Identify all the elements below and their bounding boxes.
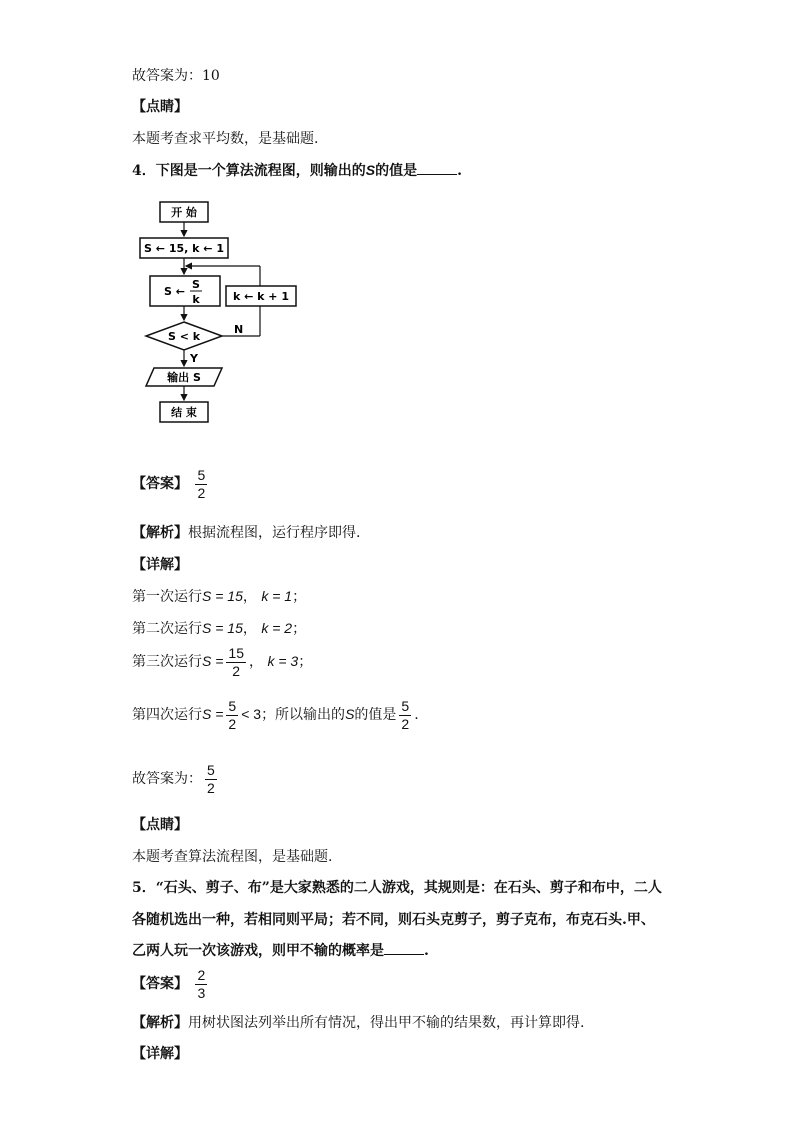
run-k: k = 2 [261, 620, 293, 636]
detail-tag: 【详解】 [132, 557, 188, 573]
final-answer [132, 761, 220, 797]
answer-fraction [195, 467, 207, 502]
analysis-row [132, 1013, 584, 1033]
start-label: 开 始 [171, 206, 197, 219]
frac-num: 15 [228, 644, 244, 661]
question-end: . [424, 943, 429, 959]
answer-line: 故答案为：10 [132, 68, 220, 84]
analysis-tag: 【解析】 [132, 1015, 188, 1031]
assign-numerator: S [192, 278, 200, 291]
init-label: S ← 15, k ← 1 [144, 242, 224, 255]
answer-blank [384, 942, 424, 955]
run-1: 第一次运行S = 15， k = 1； [132, 588, 307, 605]
run-3: 第三次运行S = $\frac{15}{2}$ ， k = 3； [132, 644, 313, 679]
question-text: “石头、剪子、布”是大家熟悉的二人游戏，其规则是：在石头、剪子和布中，二人 [155, 880, 662, 896]
frac-den: 2 [228, 715, 237, 732]
frac-den: 2 [232, 662, 241, 679]
answer-num: 5 [197, 466, 206, 483]
answer-den: 2 [197, 484, 206, 501]
assign-box [150, 276, 220, 306]
run-prefix: 第一次运行 [132, 589, 202, 605]
run-2: 第二次运行S = 15， k = 2； [132, 620, 307, 637]
yes-label: Y [190, 352, 198, 365]
run-fraction [226, 645, 246, 680]
end-label: 结 束 [171, 406, 197, 419]
run-s: S = [202, 653, 224, 669]
answer-tag: 【答案】 [132, 976, 188, 992]
algorithm-flowchart [134, 196, 314, 426]
frac-num: 5 [228, 697, 237, 714]
question-var: S [365, 162, 376, 178]
comment-tag: 【点睛】 [132, 817, 188, 833]
run-end: . [414, 707, 419, 723]
question-number: 5． [132, 880, 156, 896]
question-5-line-3 [132, 941, 429, 961]
run-k: k = 1 [261, 588, 293, 604]
increment-label: k ← k + 1 [232, 290, 290, 303]
answer-row [132, 466, 210, 502]
comment-text: 本题考查算法流程图，是基础题. [132, 849, 333, 865]
frac-num: 5 [207, 761, 215, 778]
frac-den: 2 [401, 715, 410, 732]
run-s: S = [202, 706, 224, 722]
answer-blank [417, 162, 457, 175]
analysis-text: 根据流程图，运行程序即得. [188, 525, 361, 541]
run-mid: ；所以输出的 [261, 707, 346, 723]
run-compare: < 3 [241, 706, 262, 722]
answer-den: 3 [197, 984, 206, 1001]
run-var: S [345, 706, 355, 722]
question-5-line-2: 各随机选出一种，若相同则平局；若不同，则石头克剪子，剪子克布，布克石头.甲、 [132, 912, 655, 928]
frac-den: 2 [207, 779, 215, 796]
final-fraction [205, 762, 217, 797]
run-fraction [226, 698, 238, 733]
run-mid2: 的值是 [354, 707, 397, 723]
question-4 [132, 160, 462, 181]
no-label: N [234, 323, 244, 336]
final-prefix: 故答案为： [132, 771, 202, 787]
comment-text: 本题考查求平均数，是基础题. [132, 131, 319, 147]
run-prefix: 第二次运行 [132, 621, 202, 637]
run-s: S = 15 [202, 588, 243, 604]
answer-row [132, 966, 210, 1002]
analysis-text: 用树状图法列举出所有情况，得出甲不输的结果数，再计算即得. [188, 1015, 585, 1031]
answer-num: 2 [197, 966, 206, 983]
output-label: 输出 S [167, 371, 201, 384]
condition-label: S < k [167, 330, 201, 343]
answer-fraction [195, 967, 207, 1002]
answer-tag: 【答案】 [132, 476, 188, 492]
run-end: ； [298, 654, 313, 670]
run-end: ； [292, 621, 307, 637]
question-number: 4． [132, 163, 156, 179]
run-end: ； [292, 589, 307, 605]
question-text-2: 的值是 [375, 163, 418, 179]
run-s: S = 15 [202, 620, 243, 636]
comment-tag: 【点睛】 [132, 99, 188, 115]
frac-num: 5 [401, 697, 410, 714]
run-prefix: 第四次运行 [132, 707, 202, 723]
question-text: 下图是一个算法流程图，则输出的 [155, 163, 366, 179]
analysis-tag: 【解析】 [132, 525, 188, 541]
assign-denominator: k [192, 293, 200, 306]
run-fraction-2 [399, 698, 411, 733]
run-4 [132, 696, 419, 733]
assign-label: S ← [164, 285, 185, 298]
analysis-row [132, 523, 360, 543]
question-text: 乙两人玩一次该游戏，则甲不输的概率是 [132, 943, 384, 959]
run-k: k = 3 [267, 653, 299, 669]
detail-tag: 【详解】 [132, 1046, 188, 1062]
question-end: . [457, 163, 462, 179]
run-prefix: 第三次运行 [132, 654, 202, 670]
question-5-line-1 [132, 878, 662, 898]
